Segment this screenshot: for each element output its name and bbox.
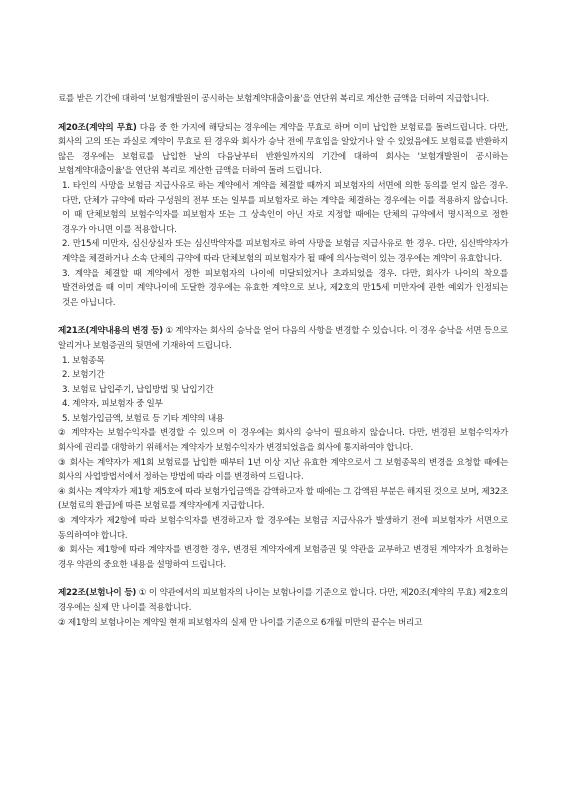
article-21-list-item-1: 1. 보험종목 [62, 355, 105, 366]
article-21-paragraph-4: ④ 회사는 계약자가 제1항 제5호에 따라 보험가입금액을 감액하고자 할 때에는 그 감액된 부분은 해지된 것으로 보며, 제32조(보험료의 환급)에 따른 보험료를 계약자에게 지급합니다. [58, 486, 508, 512]
article-21-list-item-3: 3. 보험료 납입주기, 납입방법 및 납입기간 [62, 384, 214, 395]
article-21-paragraph-3: ③ 회사는 계약자가 제1회 보험료를 납입한 때부터 1년 이상 지난 유효한 계약으로서 그 보험종목의 변경을 요청할 때에는 회사의 사업방법서에서 정하는 방법에 따라 이를 변경하여 드립니다. [58, 457, 508, 483]
article-22-heading: 제22조(보험나이 등) [58, 588, 137, 599]
article-20-item-1: 1. 타인의 사망을 보험금 지급사유로 하는 계약에서 계약을 체결할 때까지 피보험자의 서면에 의한 동의를 얻지 않은 경우. 다만, 단체가 규약에 따라 구성원의 전부 또는 일부를 피보험자로 하는 계약을 체결하는 경우에는 이를 적용하지 않습니다. 이 때 단체보험의 보험수익자를 피보험자 또는 그 상속인이 아닌 자로 지정할 때에는 단체의 규약에서 명시적으로 정한 경우가 아니면 이를 적용합니다. [62, 180, 508, 235]
article-22-paragraph-2: ② 제1항의 보험나이는 계약일 현재 피보험자의 실제 만 나이를 기준으로 6개월 미만의 끝수는 버리고 [58, 617, 423, 628]
article-21-heading: 제21조(계약내용의 변경 등) [58, 326, 163, 337]
spacer [58, 572, 508, 586]
article-21-paragraph-2: ② 계약자는 보험수익자를 변경할 수 있으며 이 경우에는 회사의 승낙이 필요하지 않습니다. 다만, 변경된 보험수익자가 회사에 권리를 대항하기 위해서는 계약자가 보험수익자가 변경되었음을 회사에 통지하여야 합니다. [58, 428, 508, 454]
intro-paragraph: 료를 받은 기간에 대하여 '보험개발원이 공시하는 보험계약대출이율'을 연단위 복리로 계산한 금액을 더하여 지급합니다. [58, 94, 490, 104]
article-20-text: 다음 중 한 가지에 해당되는 경우에는 계약을 무효로 하며 이미 납입한 보험료를 돌려드립니다. 다만, 회사의 고의 또는 과실로 계약이 무효로 된 경우와 회사가 승낙 전에 무효임을 알았거나 알 수 있었음에도 보험료를 반환하지 않은 경우에는 보험료를 납입한 날의 다음날부터 반환일까지의 기간에 대하여 회사는 '보험개발원이 공시하는 보험계약대출이율'을 연단위 복리로 계산한 금액을 더하여 돌려 드립니다. [58, 122, 508, 177]
spacer [58, 107, 508, 121]
article-21-paragraph-5: ⑤ 계약자가 제2항에 따라 보험수익자를 변경하고자 할 경우에는 보험금 지급사유가 발생하기 전에 피보험자가 서면으로 동의하여야 합니다. [58, 516, 508, 541]
article-20-item-2: 2. 만15세 미만자, 심신상실자 또는 심신박약자를 피보험자로 하여 사망을 보험금 지급사유로 한 경우. 다만, 심신박약자가 계약을 체결하거나 소속 단체의 규약에 따라 단체보험의 피보험자가 될 때에 의사능력이 있는 경우에는 계약이 유효합니다. [62, 239, 508, 264]
article-20-intro [58, 121, 508, 179]
article-22-text: ① 이 약관에서의 피보험자의 나이는 보험나이를 기준으로 합니다. 다만, 제20조(계약의 무효) 제2호의 경우에는 실제 만 나이를 적용합니다. [58, 588, 508, 613]
article-21-text: ① 계약자는 회사의 승낙을 얻어 다음의 사항을 변경할 수 있습니다. 이 경우 승낙을 서면 등으로 알리거나 보험증권의 뒷면에 기재하여 드립니다. [58, 326, 508, 351]
article-21-list-item-4: 4. 계약자, 피보험자 중 일부 [62, 399, 163, 410]
article-20-item-3: 3. 계약을 체결할 때 계약에서 정한 피보험자의 나이에 미달되었거나 초과되었을 경우. 다만, 회사가 나이의 착오를 발견하였을 때 이미 계약나이에 도달한 경우에는 유효한 계약으로 보나, 제2호의 만15세 미만자에 관한 예외가 인정되는 것은 아닙니다. [62, 268, 508, 308]
article-21-list-item-5: 5. 보험가입금액, 보험료 등 기타 계약의 내용 [62, 413, 224, 424]
spacer [58, 310, 508, 324]
article-22-intro [58, 586, 508, 615]
article-21-paragraph-6: ⑥ 회사는 제1항에 따라 계약자를 변경한 경우, 변경된 계약자에게 보험증권 및 약관을 교부하고 변경된 계약자가 요청하는 경우 약관의 중요한 내용을 설명하여 드립니다. [58, 545, 508, 570]
article-21-intro [58, 324, 508, 353]
article-21-list-item-2: 2. 보험기간 [62, 370, 105, 381]
article-20-heading: 제20조(계약의 무효) [58, 122, 137, 133]
